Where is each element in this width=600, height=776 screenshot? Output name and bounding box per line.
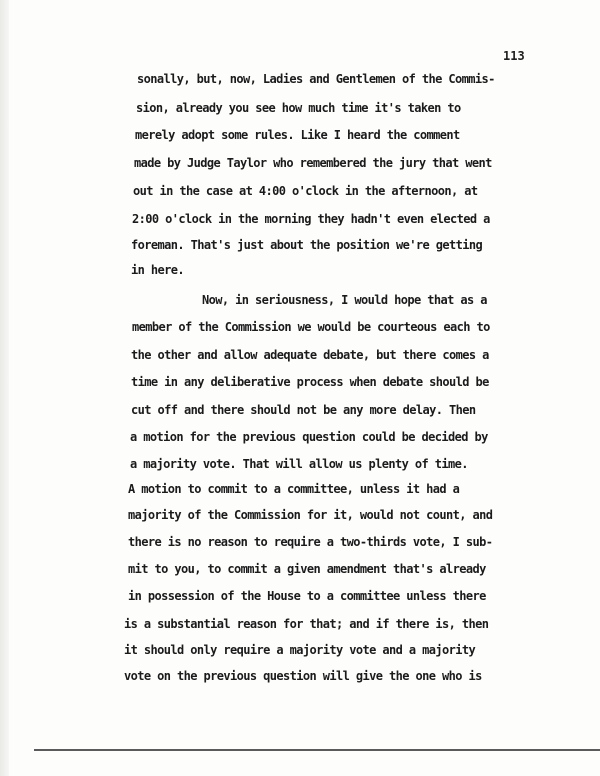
text-line: 2:00 o'clock in the morning they hadn't even elected a <box>132 212 490 226</box>
text-line: in here. <box>131 263 184 277</box>
text-line: in possession of the House to a committee unless there <box>128 589 486 603</box>
text-line: sion, already you see how much time it's taken to <box>136 101 461 115</box>
paragraph-start-line: Now, in seriousness, I would hope that as a <box>202 293 487 307</box>
text-line: a motion for the previous question could be decided by <box>130 430 488 444</box>
text-line: vote on the previous question will give the one who is <box>124 669 482 683</box>
text-line: it should only require a majority vote and a majority <box>124 643 476 657</box>
text-line: sonally, but, now, Ladies and Gentlemen of the Commis- <box>137 72 495 86</box>
page-number: 113 <box>503 49 525 63</box>
text-line: mit to you, to commit a given amendment that's already <box>128 562 486 576</box>
text-line: majority of the Commission for it, would not count, and <box>128 508 493 522</box>
text-line: there is no reason to require a two-thirds vote, I sub- <box>128 535 493 549</box>
text-line: A motion to commit to a committee, unless it had a <box>128 482 460 496</box>
text-line: a majority vote. That will allow us plenty of time. <box>130 457 468 471</box>
text-line: the other and allow adequate debate, but there comes a <box>131 348 489 362</box>
text-line: cut off and there should not be any more delay. Then <box>131 403 476 417</box>
text-line: time in any deliberative process when debate should be <box>131 375 489 389</box>
text-line: foreman. That's just about the position we're getting <box>131 238 483 252</box>
text-line: member of the Commission we would be courteous each to <box>132 320 490 334</box>
page-edge-shadow <box>0 0 9 776</box>
text-line: is a substantial reason for that; and if there is, then <box>124 617 489 631</box>
text-line: out in the case at 4:00 o'clock in the afternoon, at <box>133 184 478 198</box>
text-line: merely adopt some rules. Like I heard the comment <box>135 128 460 142</box>
text-line: made by Judge Taylor who remembered the jury that went <box>134 156 492 170</box>
bottom-scan-edge <box>34 749 600 751</box>
